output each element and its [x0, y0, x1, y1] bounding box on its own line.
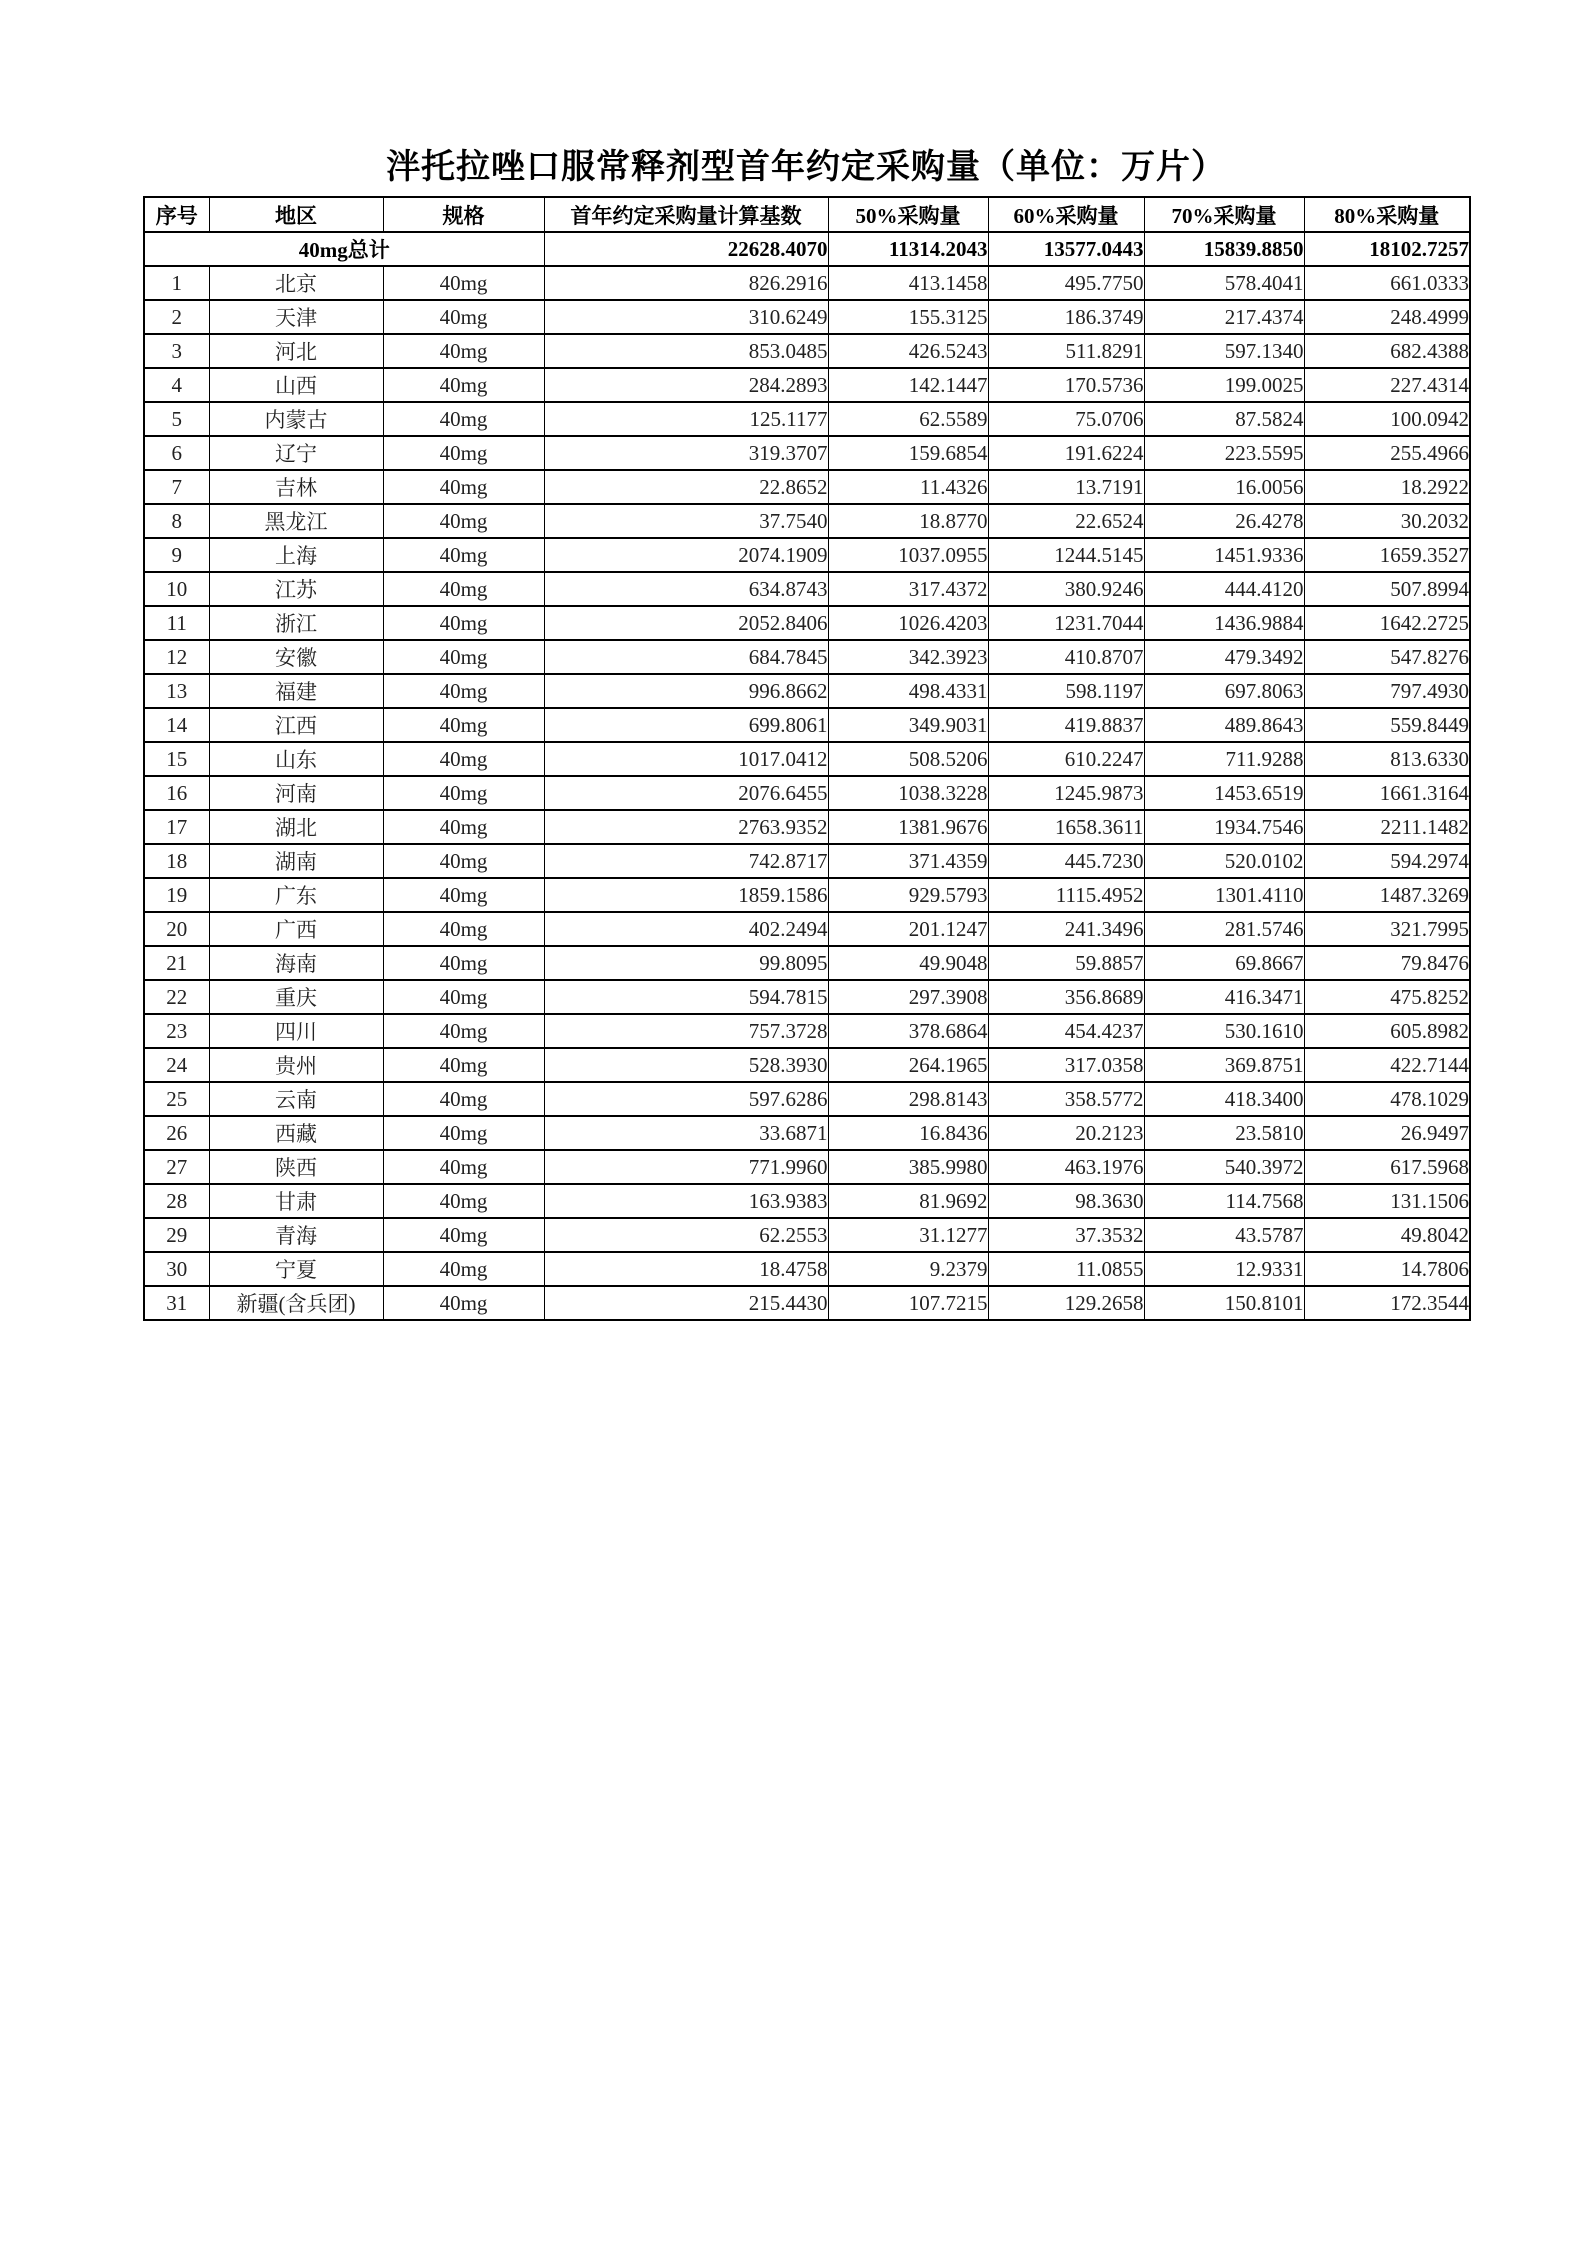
value-70pct-cell: 578.4041 [1144, 266, 1304, 300]
spec-cell: 40mg [383, 572, 544, 606]
spec-cell: 40mg [383, 1286, 544, 1320]
spec-cell: 40mg [383, 1082, 544, 1116]
value-70pct-cell: 1453.6519 [1144, 776, 1304, 810]
region-cell: 北京 [209, 266, 383, 300]
base-value-cell: 594.7815 [544, 980, 828, 1014]
row-index-cell: 23 [144, 1014, 209, 1048]
region-cell: 上海 [209, 538, 383, 572]
spec-cell: 40mg [383, 878, 544, 912]
value-60pct-cell: 170.5736 [988, 368, 1144, 402]
region-cell: 天津 [209, 300, 383, 334]
table-row [144, 878, 1470, 912]
summary-value-80pct: 18102.7257 [1304, 232, 1470, 266]
value-60pct-cell: 75.0706 [988, 402, 1144, 436]
base-value-cell: 684.7845 [544, 640, 828, 674]
value-70pct-cell: 1436.9884 [1144, 606, 1304, 640]
table-row [144, 1082, 1470, 1116]
value-70pct-cell: 23.5810 [1144, 1116, 1304, 1150]
column-header-index: 序号 [144, 197, 209, 232]
table-row [144, 946, 1470, 980]
value-70pct-cell: 369.8751 [1144, 1048, 1304, 1082]
base-value-cell: 2052.8406 [544, 606, 828, 640]
value-80pct-cell: 255.4966 [1304, 436, 1470, 470]
value-80pct-cell: 79.8476 [1304, 946, 1470, 980]
value-60pct-cell: 1115.4952 [988, 878, 1144, 912]
summary-value-60pct: 13577.0443 [988, 232, 1144, 266]
value-60pct-cell: 20.2123 [988, 1116, 1144, 1150]
region-cell: 河南 [209, 776, 383, 810]
table-row [144, 402, 1470, 436]
value-60pct-cell: 495.7750 [988, 266, 1144, 300]
row-index-cell: 12 [144, 640, 209, 674]
value-50pct-cell: 159.6854 [828, 436, 988, 470]
page-title: 泮托拉唑口服常释剂型首年约定采购量（单位：万片） [386, 149, 1226, 186]
value-80pct-cell: 1661.3164 [1304, 776, 1470, 810]
table-row [144, 708, 1470, 742]
value-50pct-cell: 49.9048 [828, 946, 988, 980]
spec-cell: 40mg [383, 674, 544, 708]
value-80pct-cell: 797.4930 [1304, 674, 1470, 708]
value-70pct-cell: 199.0025 [1144, 368, 1304, 402]
row-index-cell: 15 [144, 742, 209, 776]
table-row [144, 1286, 1470, 1320]
value-70pct-cell: 217.4374 [1144, 300, 1304, 334]
base-value-cell: 215.4430 [544, 1286, 828, 1320]
table-row [144, 1150, 1470, 1184]
spec-cell: 40mg [383, 912, 544, 946]
value-80pct-cell: 100.0942 [1304, 402, 1470, 436]
region-cell: 河北 [209, 334, 383, 368]
base-value-cell: 33.6871 [544, 1116, 828, 1150]
table-row [144, 1048, 1470, 1082]
base-value-cell: 853.0485 [544, 334, 828, 368]
table-row [144, 436, 1470, 470]
value-70pct-cell: 87.5824 [1144, 402, 1304, 436]
value-60pct-cell: 410.8707 [988, 640, 1144, 674]
value-50pct-cell: 371.4359 [828, 844, 988, 878]
base-value-cell: 22.8652 [544, 470, 828, 504]
value-70pct-cell: 150.8101 [1144, 1286, 1304, 1320]
value-70pct-cell: 1451.9336 [1144, 538, 1304, 572]
base-value-cell: 319.3707 [544, 436, 828, 470]
table-row [144, 572, 1470, 606]
value-80pct-cell: 507.8994 [1304, 572, 1470, 606]
value-50pct-cell: 9.2379 [828, 1252, 988, 1286]
value-50pct-cell: 342.3923 [828, 640, 988, 674]
row-index-cell: 14 [144, 708, 209, 742]
value-50pct-cell: 81.9692 [828, 1184, 988, 1218]
base-value-cell: 996.8662 [544, 674, 828, 708]
value-80pct-cell: 248.4999 [1304, 300, 1470, 334]
region-cell: 山西 [209, 368, 383, 402]
value-60pct-cell: 419.8837 [988, 708, 1144, 742]
value-60pct-cell: 1244.5145 [988, 538, 1144, 572]
value-80pct-cell: 475.8252 [1304, 980, 1470, 1014]
base-value-cell: 699.8061 [544, 708, 828, 742]
spec-cell: 40mg [383, 1116, 544, 1150]
base-value-cell: 284.2893 [544, 368, 828, 402]
spec-cell: 40mg [383, 470, 544, 504]
row-index-cell: 1 [144, 266, 209, 300]
column-header-region: 地区 [209, 197, 383, 232]
table-row [144, 776, 1470, 810]
value-80pct-cell: 172.3544 [1304, 1286, 1470, 1320]
region-cell: 内蒙古 [209, 402, 383, 436]
table-row [144, 504, 1470, 538]
summary-row [144, 232, 1470, 266]
region-cell: 青海 [209, 1218, 383, 1252]
spec-cell: 40mg [383, 334, 544, 368]
value-70pct-cell: 479.3492 [1144, 640, 1304, 674]
value-60pct-cell: 22.6524 [988, 504, 1144, 538]
value-80pct-cell: 547.8276 [1304, 640, 1470, 674]
region-cell: 湖南 [209, 844, 383, 878]
column-header-spec: 规格 [383, 197, 544, 232]
column-header-70pct: 70%采购量 [1144, 197, 1304, 232]
row-index-cell: 7 [144, 470, 209, 504]
spec-cell: 40mg [383, 436, 544, 470]
row-index-cell: 21 [144, 946, 209, 980]
row-index-cell: 10 [144, 572, 209, 606]
value-50pct-cell: 317.4372 [828, 572, 988, 606]
spec-cell: 40mg [383, 1150, 544, 1184]
value-70pct-cell: 26.4278 [1144, 504, 1304, 538]
value-50pct-cell: 297.3908 [828, 980, 988, 1014]
value-80pct-cell: 1642.2725 [1304, 606, 1470, 640]
value-50pct-cell: 1038.3228 [828, 776, 988, 810]
value-60pct-cell: 317.0358 [988, 1048, 1144, 1082]
base-value-cell: 99.8095 [544, 946, 828, 980]
row-index-cell: 24 [144, 1048, 209, 1082]
summary-value-70pct: 15839.8850 [1144, 232, 1304, 266]
table-row [144, 742, 1470, 776]
base-value-cell: 1017.0412 [544, 742, 828, 776]
table-row [144, 538, 1470, 572]
region-cell: 广西 [209, 912, 383, 946]
region-cell: 海南 [209, 946, 383, 980]
region-cell: 新疆(含兵团) [209, 1286, 383, 1320]
spec-cell: 40mg [383, 266, 544, 300]
base-value-cell: 402.2494 [544, 912, 828, 946]
value-70pct-cell: 530.1610 [1144, 1014, 1304, 1048]
base-value-cell: 2076.6455 [544, 776, 828, 810]
row-index-cell: 8 [144, 504, 209, 538]
spec-cell: 40mg [383, 1252, 544, 1286]
table-row [144, 334, 1470, 368]
column-header-base: 首年约定采购量计算基数 [544, 197, 828, 232]
table-row [144, 1252, 1470, 1286]
table-row [144, 368, 1470, 402]
value-70pct-cell: 223.5595 [1144, 436, 1304, 470]
base-value-cell: 37.7540 [544, 504, 828, 538]
spec-cell: 40mg [383, 708, 544, 742]
value-80pct-cell: 478.1029 [1304, 1082, 1470, 1116]
base-value-cell: 2074.1909 [544, 538, 828, 572]
value-80pct-cell: 605.8982 [1304, 1014, 1470, 1048]
table-row [144, 810, 1470, 844]
row-index-cell: 25 [144, 1082, 209, 1116]
value-50pct-cell: 426.5243 [828, 334, 988, 368]
row-index-cell: 13 [144, 674, 209, 708]
row-index-cell: 11 [144, 606, 209, 640]
row-index-cell: 16 [144, 776, 209, 810]
value-50pct-cell: 142.1447 [828, 368, 988, 402]
table-row [144, 1014, 1470, 1048]
value-70pct-cell: 418.3400 [1144, 1082, 1304, 1116]
row-index-cell: 18 [144, 844, 209, 878]
value-70pct-cell: 16.0056 [1144, 470, 1304, 504]
value-50pct-cell: 508.5206 [828, 742, 988, 776]
value-60pct-cell: 598.1197 [988, 674, 1144, 708]
row-index-cell: 28 [144, 1184, 209, 1218]
value-80pct-cell: 617.5968 [1304, 1150, 1470, 1184]
value-80pct-cell: 131.1506 [1304, 1184, 1470, 1218]
value-60pct-cell: 356.8689 [988, 980, 1144, 1014]
spec-cell: 40mg [383, 504, 544, 538]
value-70pct-cell: 281.5746 [1144, 912, 1304, 946]
table-row [144, 300, 1470, 334]
table-body [144, 232, 1470, 1320]
row-index-cell: 17 [144, 810, 209, 844]
value-50pct-cell: 1381.9676 [828, 810, 988, 844]
base-value-cell: 18.4758 [544, 1252, 828, 1286]
value-60pct-cell: 129.2658 [988, 1286, 1144, 1320]
spec-cell: 40mg [383, 946, 544, 980]
value-60pct-cell: 59.8857 [988, 946, 1144, 980]
value-60pct-cell: 454.4237 [988, 1014, 1144, 1048]
region-cell: 辽宁 [209, 436, 383, 470]
base-value-cell: 163.9383 [544, 1184, 828, 1218]
region-cell: 安徽 [209, 640, 383, 674]
value-50pct-cell: 11.4326 [828, 470, 988, 504]
row-index-cell: 19 [144, 878, 209, 912]
spec-cell: 40mg [383, 1048, 544, 1082]
value-70pct-cell: 540.3972 [1144, 1150, 1304, 1184]
value-60pct-cell: 37.3532 [988, 1218, 1144, 1252]
value-50pct-cell: 298.8143 [828, 1082, 988, 1116]
value-80pct-cell: 813.6330 [1304, 742, 1470, 776]
value-60pct-cell: 11.0855 [988, 1252, 1144, 1286]
value-50pct-cell: 413.1458 [828, 266, 988, 300]
region-cell: 江苏 [209, 572, 383, 606]
value-60pct-cell: 610.2247 [988, 742, 1144, 776]
summary-value-base: 22628.4070 [544, 232, 828, 266]
value-70pct-cell: 416.3471 [1144, 980, 1304, 1014]
value-50pct-cell: 201.1247 [828, 912, 988, 946]
value-70pct-cell: 697.8063 [1144, 674, 1304, 708]
value-80pct-cell: 30.2032 [1304, 504, 1470, 538]
value-70pct-cell: 43.5787 [1144, 1218, 1304, 1252]
region-cell: 四川 [209, 1014, 383, 1048]
value-80pct-cell: 227.4314 [1304, 368, 1470, 402]
value-70pct-cell: 12.9331 [1144, 1252, 1304, 1286]
region-cell: 重庆 [209, 980, 383, 1014]
table-row [144, 980, 1470, 1014]
value-80pct-cell: 594.2974 [1304, 844, 1470, 878]
procurement-table [143, 196, 1471, 1321]
value-60pct-cell: 241.3496 [988, 912, 1144, 946]
row-index-cell: 29 [144, 1218, 209, 1252]
row-index-cell: 31 [144, 1286, 209, 1320]
row-index-cell: 27 [144, 1150, 209, 1184]
value-80pct-cell: 18.2922 [1304, 470, 1470, 504]
table-row [144, 844, 1470, 878]
value-80pct-cell: 559.8449 [1304, 708, 1470, 742]
region-cell: 西藏 [209, 1116, 383, 1150]
value-50pct-cell: 264.1965 [828, 1048, 988, 1082]
value-70pct-cell: 711.9288 [1144, 742, 1304, 776]
row-index-cell: 6 [144, 436, 209, 470]
value-80pct-cell: 26.9497 [1304, 1116, 1470, 1150]
value-50pct-cell: 16.8436 [828, 1116, 988, 1150]
table-row [144, 1184, 1470, 1218]
table-row [144, 1116, 1470, 1150]
value-80pct-cell: 2211.1482 [1304, 810, 1470, 844]
table-row [144, 1218, 1470, 1252]
base-value-cell: 528.3930 [544, 1048, 828, 1082]
value-50pct-cell: 1037.0955 [828, 538, 988, 572]
base-value-cell: 757.3728 [544, 1014, 828, 1048]
region-cell: 陕西 [209, 1150, 383, 1184]
region-cell: 黑龙江 [209, 504, 383, 538]
value-60pct-cell: 511.8291 [988, 334, 1144, 368]
value-60pct-cell: 1658.3611 [988, 810, 1144, 844]
value-80pct-cell: 422.7144 [1304, 1048, 1470, 1082]
row-index-cell: 3 [144, 334, 209, 368]
table-row [144, 640, 1470, 674]
value-70pct-cell: 444.4120 [1144, 572, 1304, 606]
column-header-80pct: 80%采购量 [1304, 197, 1470, 232]
value-60pct-cell: 191.6224 [988, 436, 1144, 470]
spec-cell: 40mg [383, 844, 544, 878]
spec-cell: 40mg [383, 300, 544, 334]
value-70pct-cell: 114.7568 [1144, 1184, 1304, 1218]
value-80pct-cell: 321.7995 [1304, 912, 1470, 946]
region-cell: 江西 [209, 708, 383, 742]
value-60pct-cell: 358.5772 [988, 1082, 1144, 1116]
row-index-cell: 9 [144, 538, 209, 572]
value-50pct-cell: 31.1277 [828, 1218, 988, 1252]
summary-value-50pct: 11314.2043 [828, 232, 988, 266]
region-cell: 福建 [209, 674, 383, 708]
value-60pct-cell: 98.3630 [988, 1184, 1144, 1218]
value-50pct-cell: 18.8770 [828, 504, 988, 538]
spec-cell: 40mg [383, 538, 544, 572]
value-50pct-cell: 498.4331 [828, 674, 988, 708]
base-value-cell: 62.2553 [544, 1218, 828, 1252]
spec-cell: 40mg [383, 1014, 544, 1048]
value-80pct-cell: 682.4388 [1304, 334, 1470, 368]
spec-cell: 40mg [383, 742, 544, 776]
spec-cell: 40mg [383, 640, 544, 674]
spec-cell: 40mg [383, 1218, 544, 1252]
column-header-60pct: 60%采购量 [988, 197, 1144, 232]
region-cell: 贵州 [209, 1048, 383, 1082]
region-cell: 广东 [209, 878, 383, 912]
header-row [144, 197, 1470, 232]
value-70pct-cell: 69.8667 [1144, 946, 1304, 980]
table-row [144, 266, 1470, 300]
spec-cell: 40mg [383, 368, 544, 402]
base-value-cell: 125.1177 [544, 402, 828, 436]
row-index-cell: 4 [144, 368, 209, 402]
region-cell: 吉林 [209, 470, 383, 504]
spec-cell: 40mg [383, 1184, 544, 1218]
value-50pct-cell: 378.6864 [828, 1014, 988, 1048]
summary-label: 40mg总计 [144, 232, 544, 266]
value-80pct-cell: 661.0333 [1304, 266, 1470, 300]
base-value-cell: 310.6249 [544, 300, 828, 334]
table-row [144, 674, 1470, 708]
value-70pct-cell: 1301.4110 [1144, 878, 1304, 912]
base-value-cell: 597.6286 [544, 1082, 828, 1116]
region-cell: 甘肃 [209, 1184, 383, 1218]
value-70pct-cell: 520.0102 [1144, 844, 1304, 878]
value-50pct-cell: 1026.4203 [828, 606, 988, 640]
spec-cell: 40mg [383, 402, 544, 436]
base-value-cell: 2763.9352 [544, 810, 828, 844]
region-cell: 湖北 [209, 810, 383, 844]
value-70pct-cell: 1934.7546 [1144, 810, 1304, 844]
region-cell: 宁夏 [209, 1252, 383, 1286]
row-index-cell: 20 [144, 912, 209, 946]
table-row [144, 606, 1470, 640]
value-50pct-cell: 349.9031 [828, 708, 988, 742]
value-70pct-cell: 597.1340 [1144, 334, 1304, 368]
value-50pct-cell: 929.5793 [828, 878, 988, 912]
row-index-cell: 30 [144, 1252, 209, 1286]
value-70pct-cell: 489.8643 [1144, 708, 1304, 742]
spec-cell: 40mg [383, 606, 544, 640]
base-value-cell: 742.8717 [544, 844, 828, 878]
value-80pct-cell: 1659.3527 [1304, 538, 1470, 572]
spec-cell: 40mg [383, 776, 544, 810]
base-value-cell: 826.2916 [544, 266, 828, 300]
value-50pct-cell: 62.5589 [828, 402, 988, 436]
value-60pct-cell: 186.3749 [988, 300, 1144, 334]
spec-cell: 40mg [383, 810, 544, 844]
base-value-cell: 771.9960 [544, 1150, 828, 1184]
region-cell: 山东 [209, 742, 383, 776]
row-index-cell: 22 [144, 980, 209, 1014]
row-index-cell: 5 [144, 402, 209, 436]
base-value-cell: 1859.1586 [544, 878, 828, 912]
value-50pct-cell: 107.7215 [828, 1286, 988, 1320]
value-50pct-cell: 155.3125 [828, 300, 988, 334]
table-row [144, 912, 1470, 946]
base-value-cell: 634.8743 [544, 572, 828, 606]
spec-cell: 40mg [383, 980, 544, 1014]
value-60pct-cell: 445.7230 [988, 844, 1144, 878]
region-cell: 云南 [209, 1082, 383, 1116]
row-index-cell: 2 [144, 300, 209, 334]
row-index-cell: 26 [144, 1116, 209, 1150]
value-60pct-cell: 13.7191 [988, 470, 1144, 504]
value-60pct-cell: 380.9246 [988, 572, 1144, 606]
column-header-50pct: 50%采购量 [828, 197, 988, 232]
value-60pct-cell: 1245.9873 [988, 776, 1144, 810]
document-content [143, 0, 1469, 1321]
value-60pct-cell: 463.1976 [988, 1150, 1144, 1184]
value-80pct-cell: 14.7806 [1304, 1252, 1470, 1286]
value-60pct-cell: 1231.7044 [988, 606, 1144, 640]
table-row [144, 470, 1470, 504]
region-cell: 浙江 [209, 606, 383, 640]
value-80pct-cell: 49.8042 [1304, 1218, 1470, 1252]
value-50pct-cell: 385.9980 [828, 1150, 988, 1184]
value-80pct-cell: 1487.3269 [1304, 878, 1470, 912]
